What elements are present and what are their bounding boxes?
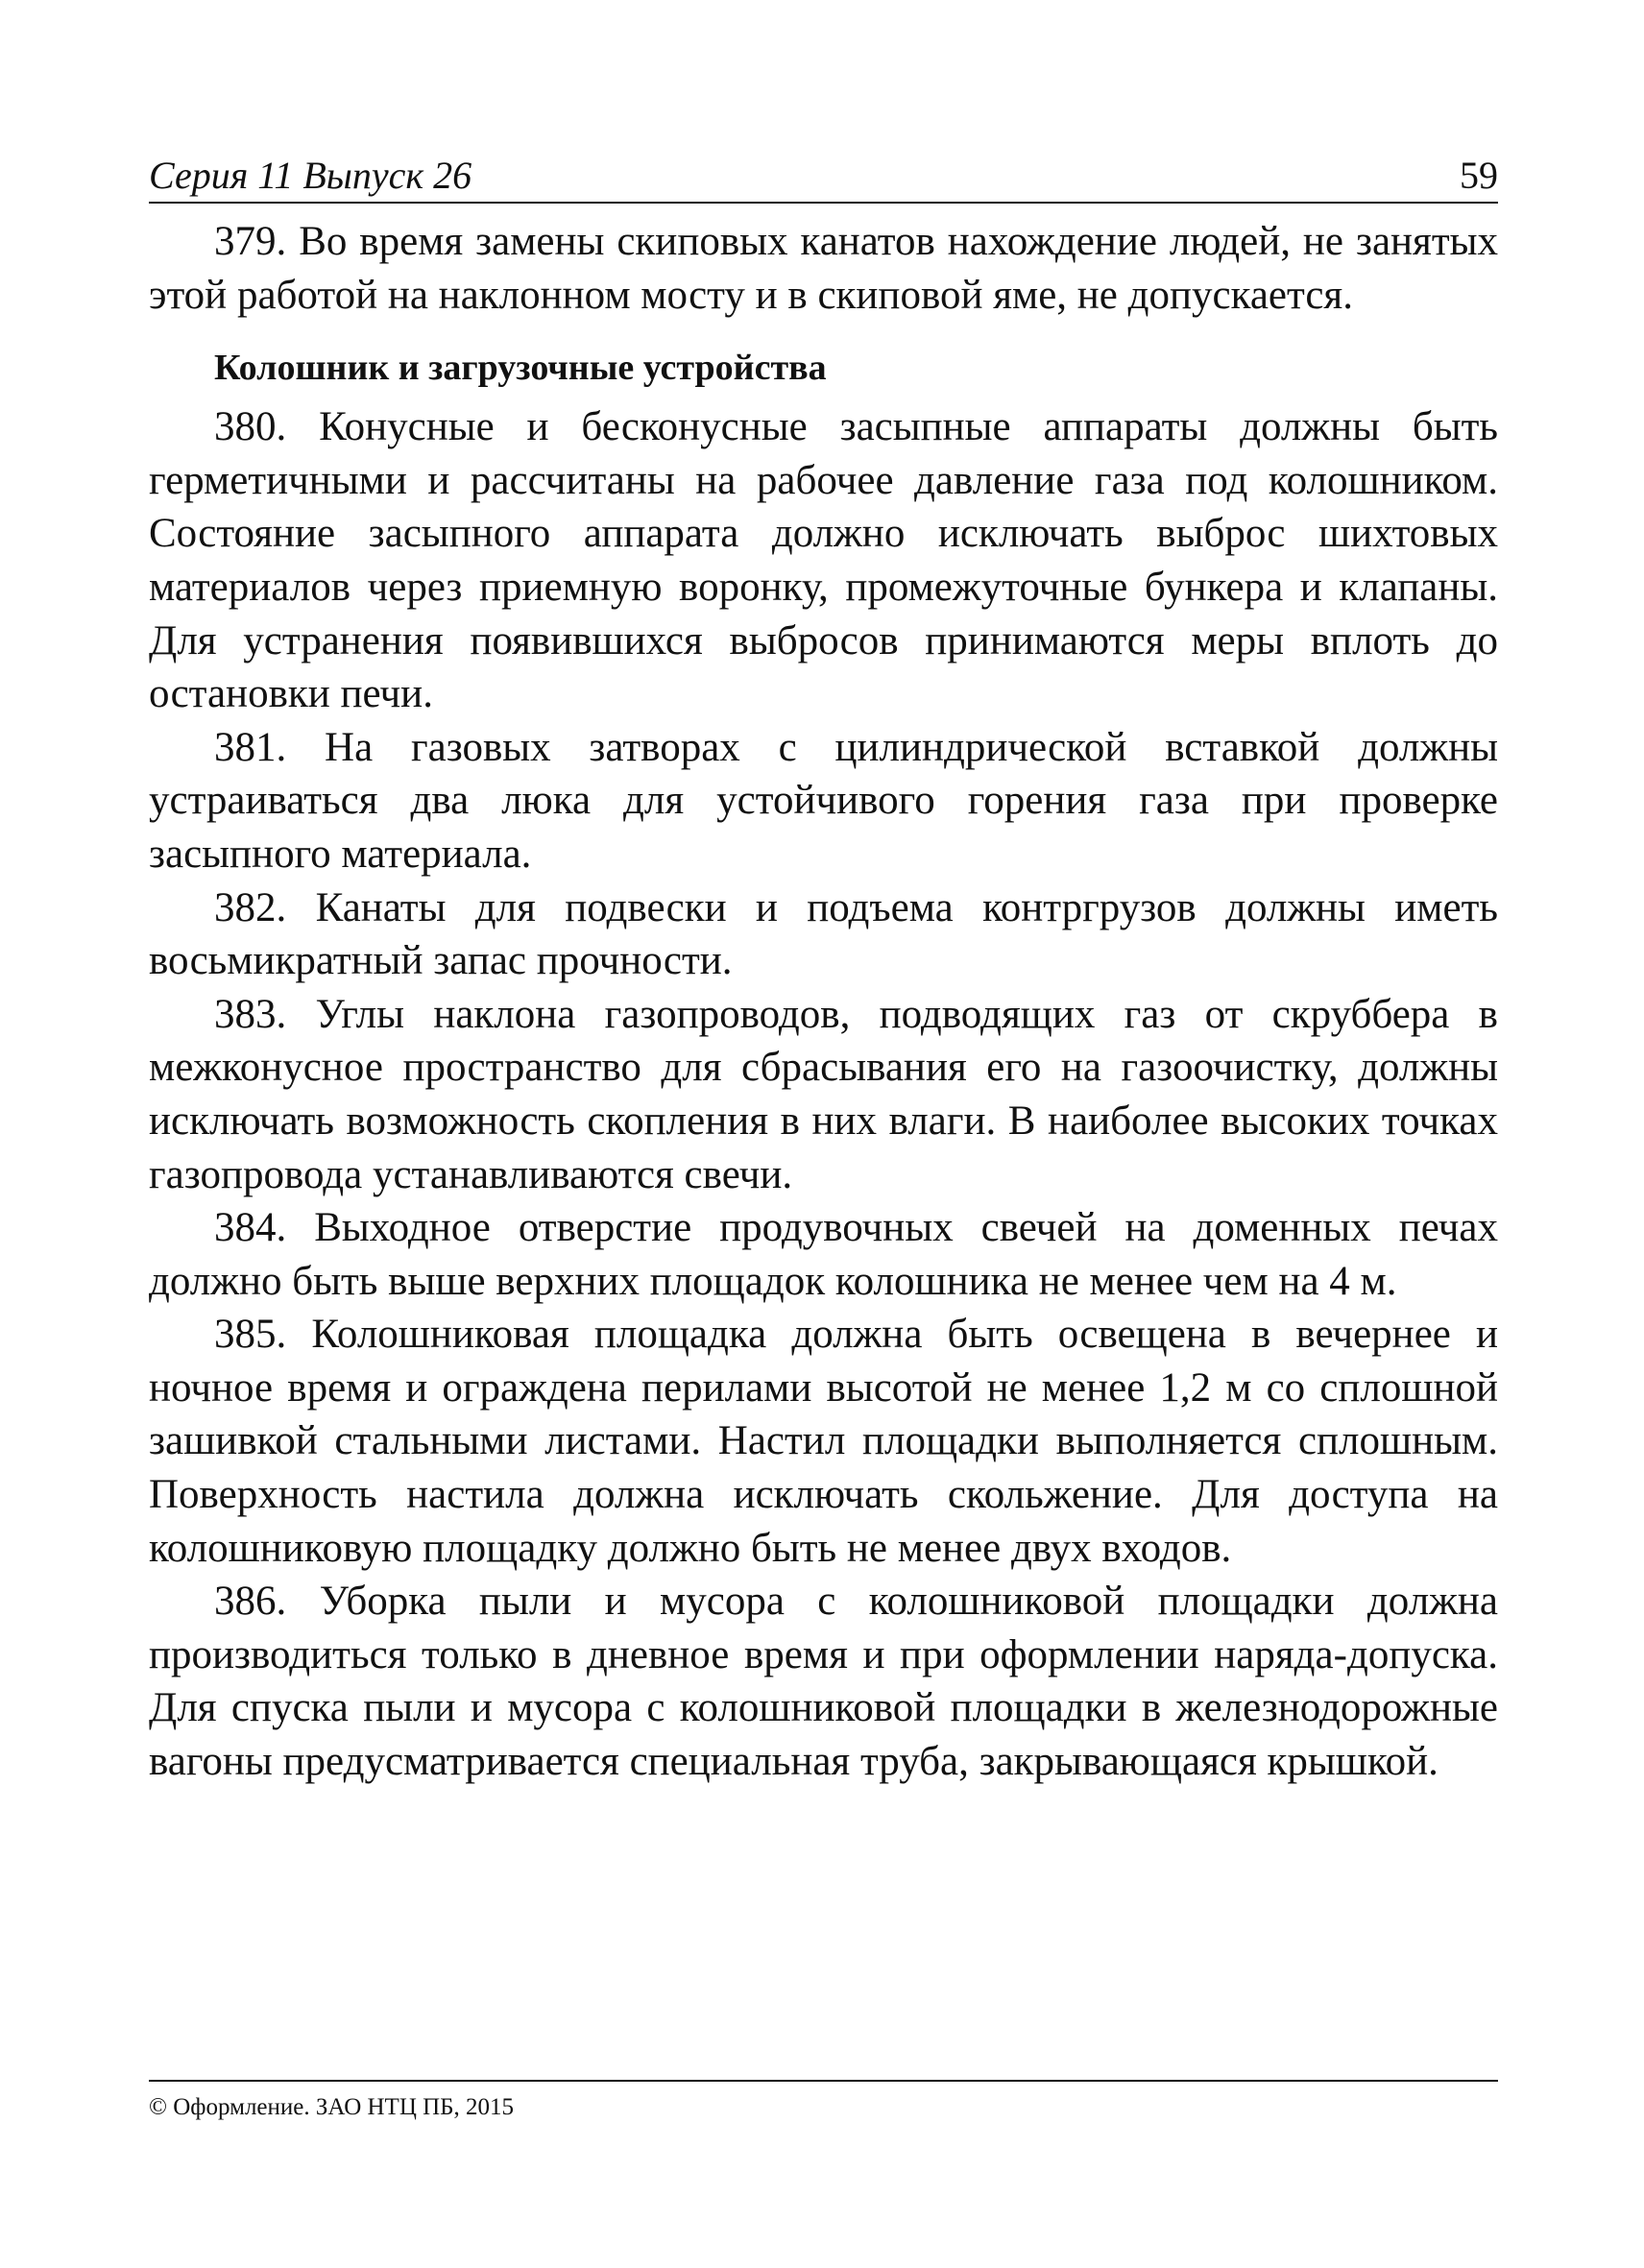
paragraph-382: 382. Канаты для подвески и подъема контргрузов должны иметь восьмикратный запас прочности. [149,884,1498,984]
document-body [149,215,1498,1789]
paragraph-381: 381. На газовых затворах с цилиндрической вставкой должны устраиваться два люка для устойчивого горения газа при проверке засыпного материала. [149,724,1498,877]
paragraph-380: 380. Конусные и бесконусные засыпные аппараты должны быть герметичными и рассчитаны на рабочее давление газа под колошником. Состояние засыпного аппарата должно исключать выброс шихтовых материалов через приемную воронку, промежуточные бункера и клапаны. Для устранения появившихся выбросов принимаются меры вплоть до остановки печи. [149,404,1498,717]
paragraph-379: 379. Во время замены скиповых канатов нахождение людей, не занятых этой работой на наклонном мосту и в скиповой яме, не допускается. [149,219,1498,318]
series-label: Серия 11 Выпуск 26 [149,154,472,197]
copyright-notice: © Оформление. ЗАО НТЦ ПБ, 2015 [149,2094,515,2120]
page-footer [149,2080,1498,2122]
section-heading: Колошник и загрузочные устройства [214,348,827,389]
paragraph-384: 384. Выходное отверстие продувочных свечей на доменных печах должно быть выше верхних площадок колошника не менее чем на 4 м. [149,1205,1498,1304]
paragraph-385: 385. Колошниковая площадка должна быть освещена в вечернее и ночное время и ограждена перилами высотой не менее 1,2 м со сплошной зашивкой стальными листами. Настил площадки выполняется сплошным. Поверхность настила должна исключать скольжение. Для доступа на колошниковую площадку должно быть не менее двух входов. [149,1312,1498,1571]
running-head [149,154,1498,204]
paragraph-386: 386. Уборка пыли и мусора с колошниковой площадки должна производиться только в дневное время и при оформлении наряда-допуска. Для спуска пыли и мусора с колошниковой площадки в железнодорожные вагоны предусматривается специальная труба, закрывающаяся крышкой. [149,1579,1498,1785]
page-number: 59 [1460,154,1498,197]
document-page [149,154,1498,1789]
paragraph-383: 383. Углы наклона газопроводов, подводящих газ от скруббера в межконусное пространство для сбрасывания его на газоочистку, должны исключать возможность скопления в них влаги. В наиболее высоких точках газопровода устанавливаются свечи. [149,991,1498,1197]
